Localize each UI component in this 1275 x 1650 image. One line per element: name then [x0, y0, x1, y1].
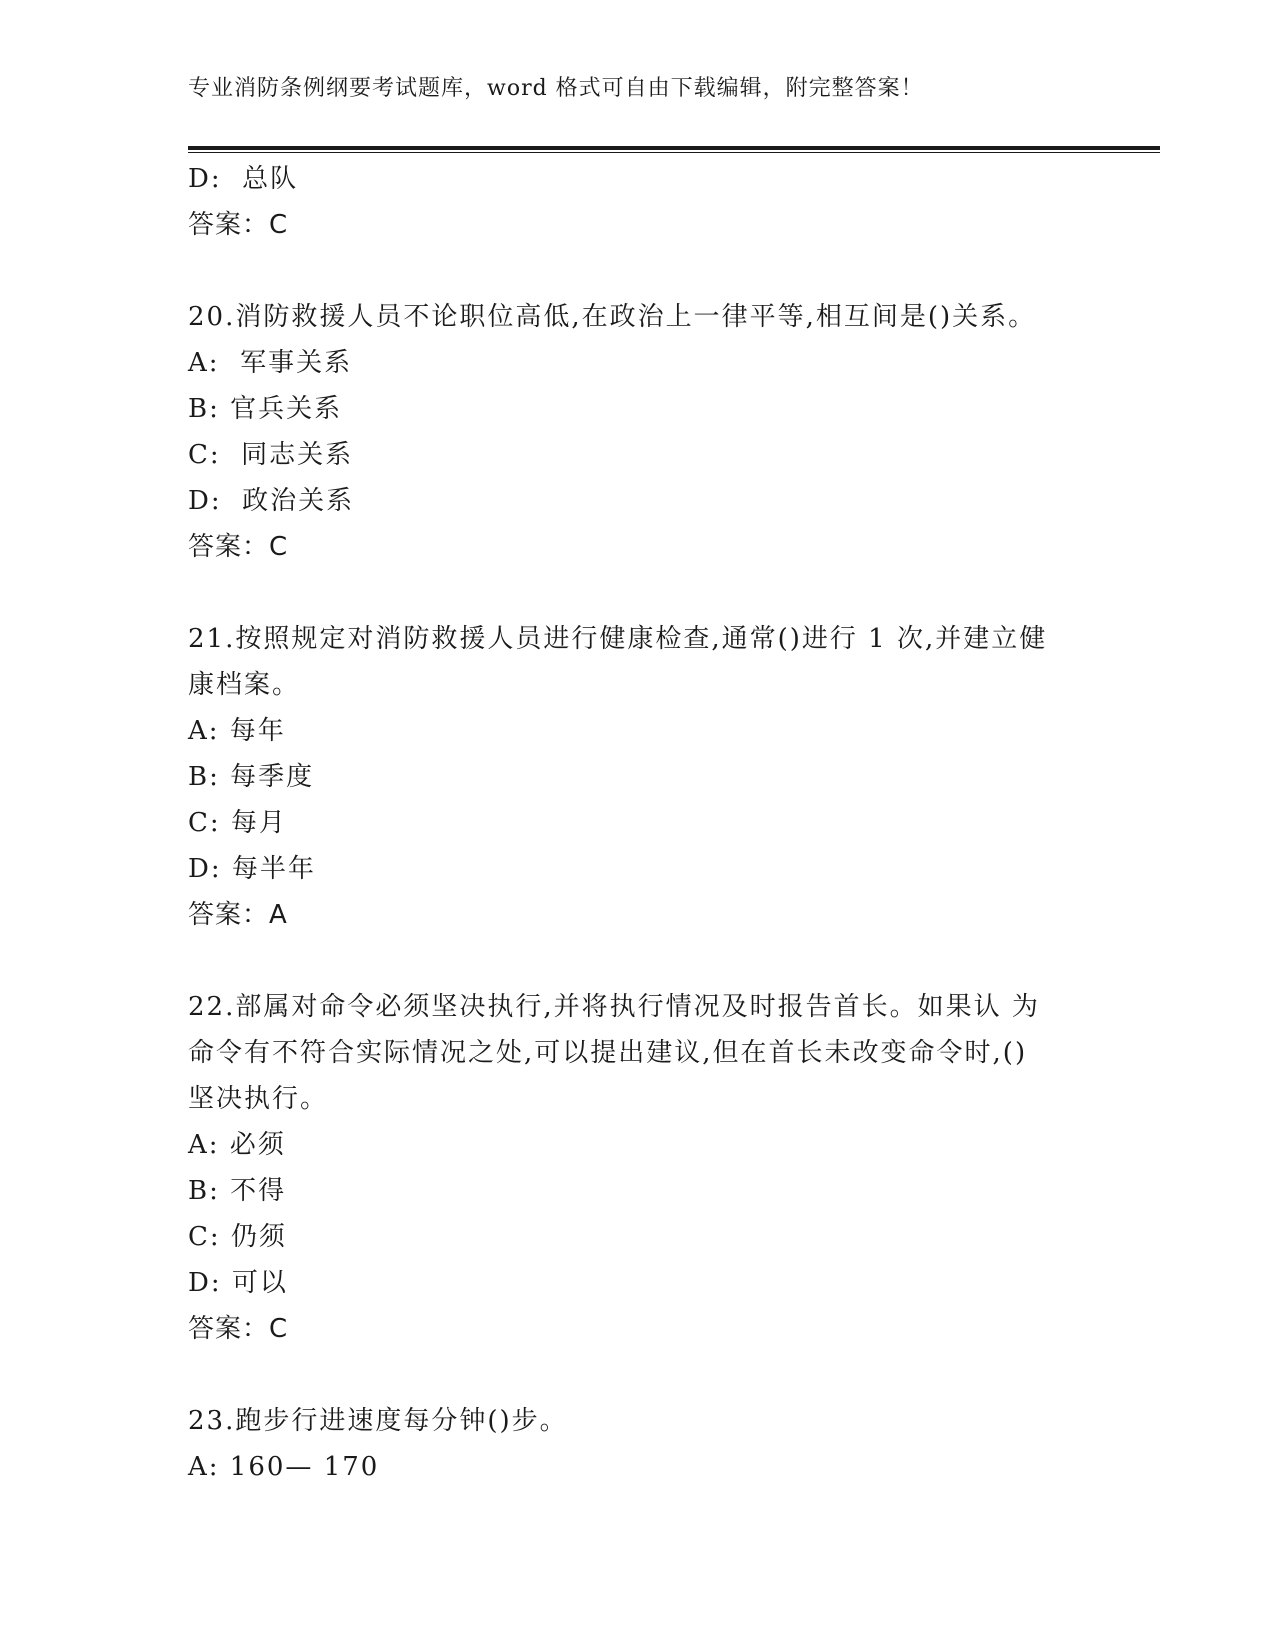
- header-rule-thin: [188, 152, 1160, 153]
- page-header: 专业消防条例纲要考试题库，word 格式可自由下载编辑，附完整答案！: [188, 76, 924, 101]
- question-text-continued: 康档案。: [188, 670, 301, 700]
- option-d: D: 政治关系: [188, 486, 355, 516]
- option-c: C: 仍须: [188, 1222, 287, 1252]
- answer-line: 答案：A: [188, 900, 288, 930]
- question-20: [188, 294, 1088, 570]
- option-a: A: 军事关系: [188, 348, 353, 378]
- option-d: D: 每半年: [188, 854, 316, 884]
- answer-line: 答案：C: [188, 210, 289, 240]
- question-text-continued: 命令有不符合实际情况之处,可以提出建议,但在首长未改变命令时,(): [188, 1038, 1028, 1068]
- answer-line: 答案：C: [188, 532, 289, 562]
- question-text: 23.跑步行进速度每分钟()步。: [188, 1406, 568, 1436]
- option-a: A: 160— 170: [188, 1452, 380, 1482]
- question-text: 22.部属对命令必须坚决执行,并将执行情况及时报告首长。如果认 为: [188, 992, 1040, 1022]
- option-a: A: 必须: [188, 1130, 286, 1160]
- question-list: [188, 156, 1088, 1490]
- question-text: 20.消防救援人员不论职位高低,在政治上一律平等,相互间是()关系。: [188, 302, 1037, 332]
- question-text-continued: 坚决执行。: [188, 1084, 329, 1114]
- option-d: D: 可以: [188, 1268, 288, 1298]
- question-text: 21.按照规定对消防救援人员进行健康检查,通常()进行 1 次,并建立健: [188, 624, 1048, 654]
- option-a: A: 每年: [188, 716, 286, 746]
- option-b: B: 每季度: [188, 762, 315, 792]
- option-c: C: 同志关系: [188, 440, 354, 470]
- option-b: B: 官兵关系: [188, 394, 343, 424]
- option-b: B: 不得: [188, 1176, 287, 1206]
- question-21: [188, 616, 1088, 938]
- answer-line: 答案：C: [188, 1314, 289, 1344]
- option-c: C: 每月: [188, 808, 287, 838]
- question-22: [188, 984, 1088, 1352]
- question-23: [188, 1398, 1088, 1490]
- header-rule: [188, 146, 1160, 150]
- option-d: D: 总队: [188, 164, 299, 194]
